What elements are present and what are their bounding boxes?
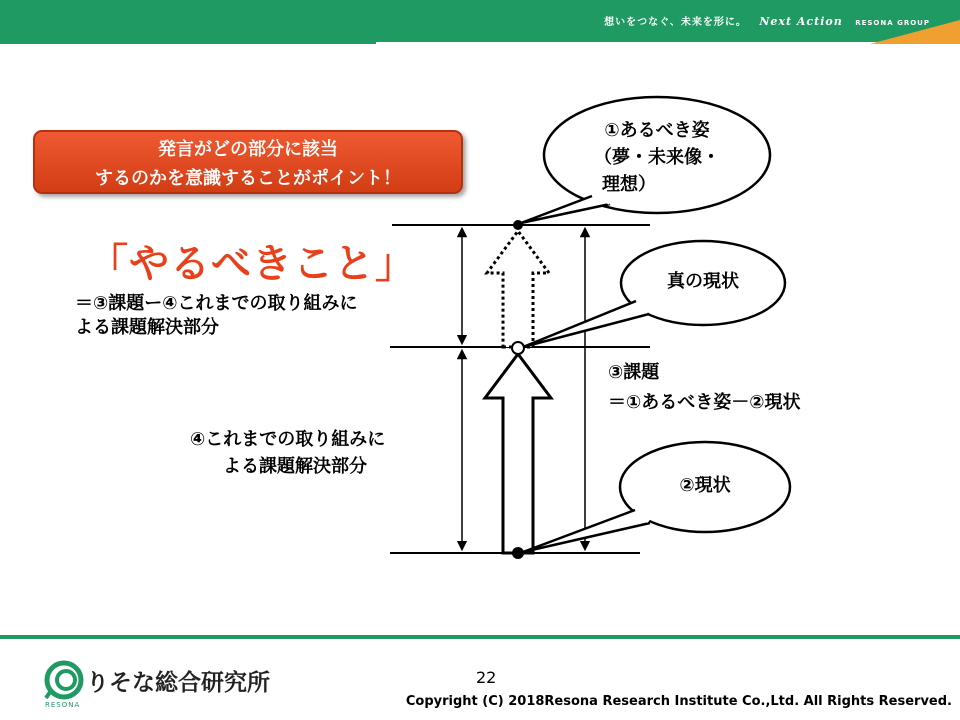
group-name: RESONA GROUP <box>855 19 930 27</box>
slogan-text: 想いをつなぐ、未来を形に。 <box>604 17 747 28</box>
ideal-line-3: 理想） <box>602 174 656 195</box>
ideal-line-1: ①あるべき姿 <box>604 120 710 141</box>
callout-line-1: 発言がどの部分に該当 <box>158 139 338 160</box>
issue-text <box>608 358 800 418</box>
definition-line-2: よる課題解決部分 <box>75 317 219 338</box>
effort-line-2: よる課題解決部分 <box>223 456 367 477</box>
resona-logo-icon <box>44 660 84 700</box>
issue-line-1: ③課題 <box>608 362 660 383</box>
callout-line-2: するのかを意識することがポイント！ <box>95 168 401 189</box>
current-point <box>512 547 524 559</box>
company-logo-text: りそな総合研究所 <box>86 670 270 696</box>
page-title: 「やるべきこと」 <box>88 241 416 287</box>
ideal-bubble-text <box>590 117 724 198</box>
company-logo-sub: RESONA <box>45 701 81 709</box>
effort-line-1: ④これまでの取り組みに <box>190 429 386 450</box>
true-current-point <box>512 342 524 354</box>
brand-script: Next Action <box>759 15 843 28</box>
todo-dotted-arrow <box>487 231 549 347</box>
true-current-bubble-text: 真の現状 <box>667 271 739 292</box>
copyright: Copyright (C) 2018Resona Research Institute Co.,Ltd. All Rights Reserved. <box>405 694 952 709</box>
current-bubble-text: ②現状 <box>679 475 731 496</box>
definition-line-1: ＝③課題ー④これまでの取り組みに <box>75 293 358 314</box>
footer-line <box>0 635 960 639</box>
effort-text <box>190 426 385 480</box>
page-number: 22 <box>476 668 497 687</box>
ideal-line-2: （夢・未来像・ <box>594 147 720 168</box>
issue-line-2: ＝①あるべき姿－②現状 <box>608 392 801 413</box>
effort-block-arrow <box>485 354 551 553</box>
